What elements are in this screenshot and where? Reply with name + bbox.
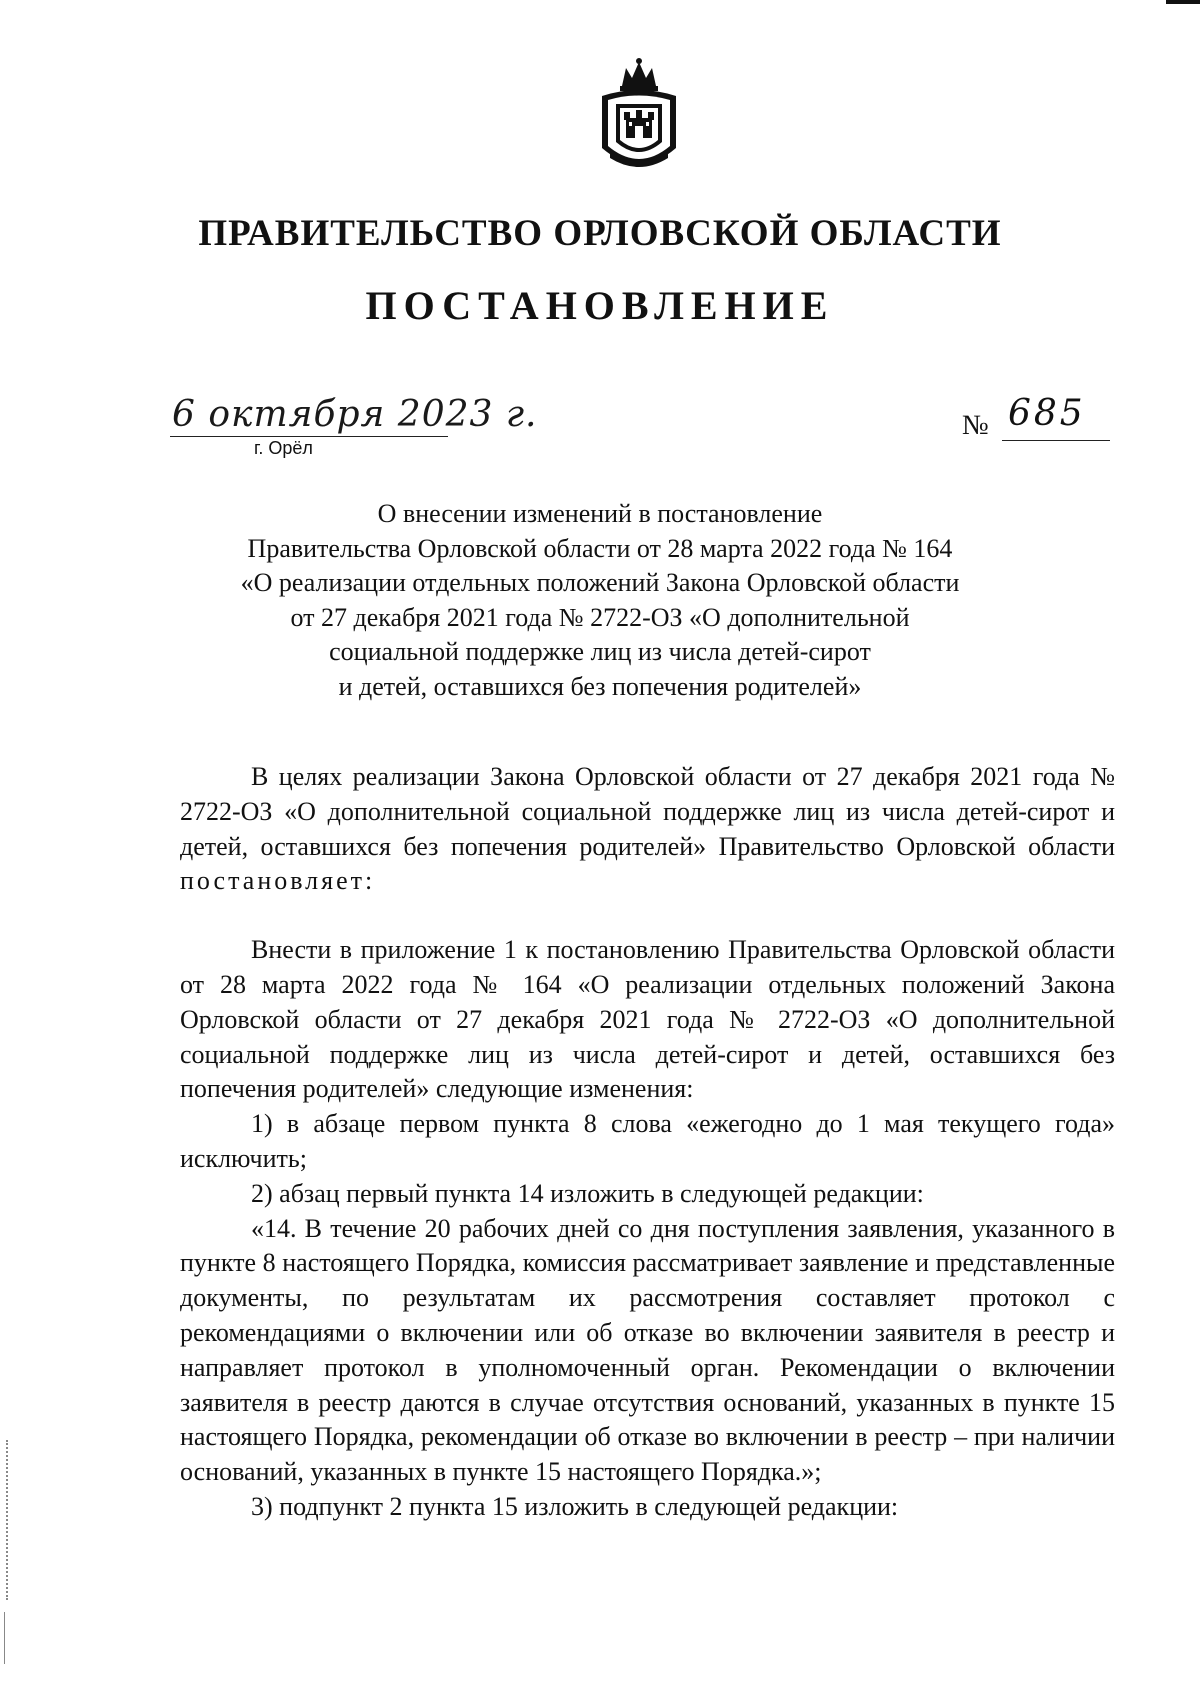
date-underline — [170, 436, 448, 437]
document-body — [180, 760, 1115, 1525]
subject-line: от 27 декабря 2021 года № 2722-ОЗ «О дополнительной — [290, 602, 910, 632]
scan-edge-mark — [1166, 0, 1200, 4]
preamble-text: В целях реализации Закона Орловской области от 27 декабря 2021 года № 2722-ОЗ «О дополнительной социальной поддержке лиц из числа детей-сирот и детей, оставшихся без попечения родителей» Правительство Орловской области — [180, 762, 1115, 861]
item-1-paragraph: 1) в абзаце первом пункта 8 слова «ежегодно до 1 мая текущего года» исключить; — [180, 1109, 1115, 1173]
item-2-new-text: «14. В течение 20 рабочих дней со дня поступления заявления, указанного в пункте 8 настоящего Порядка, комиссия рассматривает заявление и представленные документы, по результатам их рассмотрения составляет протокол с рекомендациями о включении или об отказе во включении заявителя в реестр и направляет протокол в уполномоченный орган. Рекомендации о включении заявителя в реестр даются в случае отсутствия оснований, указанных в пункте 15 настоящего Порядка, рекомендации об отказе во включении в реестр – при наличии оснований, указанных в пункте 15 настоящего Порядка.»; — [180, 1213, 1115, 1487]
resolves-word: постановляет: — [180, 866, 376, 896]
subject-line: О внесении изменений в постановление — [377, 499, 823, 528]
number-sign: № — [962, 410, 989, 441]
scan-edge-line — [4, 1612, 5, 1664]
subject-line: «О реализации отдельных положений Закона Орловской области — [240, 568, 960, 597]
item-3-paragraph: 3) подпункт 2 пункта 15 изложить в следующей редакции: — [251, 1491, 899, 1521]
organization-name: ПРАВИТЕЛЬСТВО ОРЛОВСКОЙ ОБЛАСТИ — [198, 213, 1002, 254]
intro-paragraph: Внести в приложение 1 к постановлению Правительства Орловской области от 28 марта 2022 года № 164 «О реализации отдельных положений Закона Орловской области от 27 декабря 2021 года № 2722-ОЗ «О дополнительной социальной поддержке лиц из числа детей-сирот и детей, оставшихся без попечения родителей» следующие изменения: — [180, 935, 1115, 1104]
handwritten-date: 6 октября 2023 г. — [172, 394, 538, 435]
document-subject — [200, 497, 1000, 704]
subject-line: социальной поддержке лиц из числа детей-сирот — [329, 637, 871, 666]
handwritten-number: 685 — [1008, 393, 1086, 434]
subject-line: Правительства Орловской области от 28 марта 2022 года № 164 — [247, 533, 953, 563]
preamble-paragraph — [180, 760, 1115, 899]
document-type: ПОСТАНОВЛЕНИЕ — [365, 283, 835, 328]
city-label: г. Орёл — [254, 438, 313, 458]
subject-line: и детей, оставшихся без попечения родителей» — [338, 671, 862, 701]
number-underline — [1002, 440, 1110, 441]
scan-edge-dots — [6, 1440, 10, 1600]
item-2-paragraph: 2) абзац первый пункта 14 изложить в следующей редакции: — [251, 1178, 924, 1208]
coat-of-arms-emblem — [596, 56, 682, 178]
